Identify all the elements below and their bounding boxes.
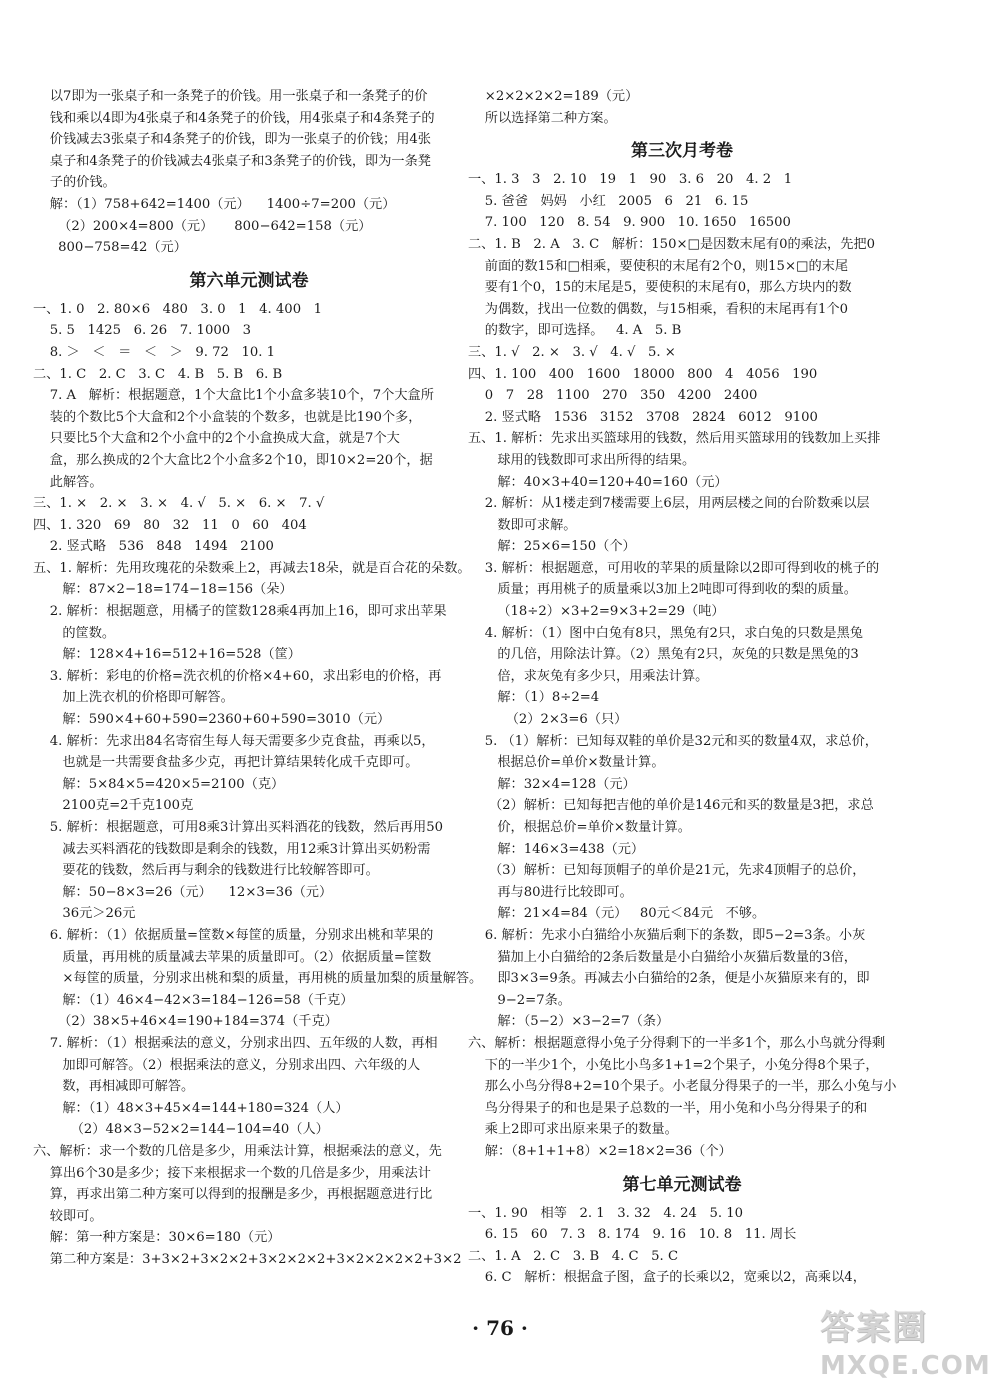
answer-line: 那么小鸟分得8+2=10个果子。小老鼠分得果子的一半，那么小兔与小 — [468, 1079, 897, 1095]
answer-line: 四、1. 320 69 80 32 11 0 60 404 — [33, 517, 307, 533]
answer-line: 只要比5个大盒和2个小盒中的2个小盒换成大盒，就是7个大 — [33, 431, 400, 447]
answer-line: （2）38×5+46×4=190+184=374（千克） — [33, 1014, 338, 1030]
answer-line: 要有1个0，15的末尾是5，要使积的末尾有0，那么方块内的数 — [468, 280, 852, 296]
answer-line: 2. 解析：根据题意，用橘子的筐数128乘4再加上16，即可求出苹果 — [33, 604, 447, 620]
answer-line: 减去买料酒花的钱数即是剩余的钱数，用12乘3计算出买奶粉需 — [33, 841, 431, 857]
answer-line: 解：第一种方案是：30×6=180（元） — [33, 1230, 281, 1246]
answer-line: 要花的钱数，然后再与剩余的钱数进行比较解答即可。 — [33, 863, 379, 879]
answer-line: 7. 解析：（1）根据乘法的意义，分别求出四、五年级的人数，再相 — [33, 1035, 438, 1051]
answer-line: 五、1. 解析：先用玫瑰花的朵数乘上2，再减去18朵，就是百合花的朵数。 — [33, 560, 471, 576]
answer-line: 3. 解析：彩电的价格=洗衣机的价格×4+60，求出彩电的价格，再 — [33, 668, 442, 684]
answer-line: 7. A 解析：根据题意，1个大盒比1个小盒多装10个，7个大盒所 — [33, 388, 434, 404]
answer-line: 9−2=7条。 — [468, 992, 571, 1008]
watermark-bottom-text: MXQE.COM — [820, 1351, 991, 1381]
watermark-logo — [820, 1306, 990, 1394]
answer-line: 装的个数比5个大盒和2个小盒装的个数多，也就是比190个多， — [33, 409, 422, 425]
answer-line: （2）解析：已知每把吉他的单价是146元和买的数量是3把，求总 — [468, 798, 874, 814]
answer-line: 第二种方案是：3+3×2+3×2×2+3×2×2×2+3×2×2×2×2+3×2 — [33, 1251, 462, 1267]
answer-line: 为偶数，找出一位数的偶数，与15相乘，看积的末尾再有1个0 — [468, 301, 849, 317]
answer-line: 前面的数15和□相乘，要使积的末尾有2个0，则15×□的末尾 — [468, 258, 849, 274]
answer-line: 算，再求出第二种方案可以得到的报酬是多少，再根据题意进行比 — [33, 1187, 433, 1203]
answer-line: 钱和乘以4即为4张桌子和4条凳子的价钱，用4张桌子和4条凳子的 — [33, 110, 435, 126]
right-column — [468, 86, 896, 1289]
answer-line: （2）2×3=6（只） — [468, 712, 628, 728]
answer-line: 六、解析：根据题意得小兔子分得剩下的一半多1个，那么小鸟就分得剩 — [468, 1035, 886, 1051]
answer-line: 五、1. 解析：先求出买篮球用的钱数，然后用买篮球用的钱数加上买排 — [468, 431, 881, 447]
answer-line: 解：590×4+60+590=2360+60+590=3010（元） — [33, 712, 391, 728]
watermark-top-text: 答案圈 — [820, 1308, 928, 1348]
answer-line: 解：（1）46×4−42×3=184−126=58（千克） — [33, 992, 354, 1008]
answer-line: 800−758=42（元） — [33, 240, 187, 256]
answer-line: 三、1. √ 2. × 3. √ 4. √ 5. × — [468, 344, 676, 360]
answer-line: 2. 竖式略 536 848 1494 2100 — [33, 539, 274, 555]
answer-line: 即3×3=9条。再减去小白猫给的2条，便是小灰猫原来有的，即 — [468, 971, 870, 987]
answer-line: 较即可。 — [33, 1208, 103, 1224]
answer-line: 数即可求解。 — [468, 517, 577, 533]
answer-line: 数，再相减即可解答。 — [33, 1079, 195, 1095]
answer-line: 所以选择第二种方案。 — [468, 110, 617, 126]
answer-line: 解：（1）48×3+45×4=144+180=324（人） — [33, 1100, 349, 1116]
answer-line: ×2×2×2×2=189（元） — [468, 89, 639, 104]
answer-line: 6. 解析：（1）依据质量=筐数×每筐的质量，分别求出桃和苹果的 — [33, 927, 434, 943]
answer-line: 价，根据总价=单价×数量计算。 — [468, 820, 691, 835]
answer-line: 5. 爸爸 妈妈 小红 2005 6 21 6. 15 — [468, 193, 749, 209]
answer-line: 质量；再用桃子的质量乘以3加上2吨即可得到收的梨的质量。 — [468, 582, 857, 598]
answer-line: （18÷2）×3+2=9×3+2=29（吨） — [468, 604, 725, 620]
answer-line: 2100克=2千克100克 — [33, 798, 194, 814]
answer-line: 二、1. A 2. C 3. B 4. C 5. C — [468, 1248, 679, 1264]
answer-line: 3. 解析：根据题意，可用收的苹果的质量除以2即可得到收的桃子的 — [468, 560, 880, 576]
answer-line: 再与80进行比较即可。 — [468, 884, 633, 900]
section-heading: 第六单元测试卷 — [189, 270, 309, 291]
answer-line: 解：（1）758+642=1400（元） 1400÷7=200（元） — [33, 196, 396, 212]
answer-line: 算出6个30是多少；接下来根据求一个数的几倍是多少，用乘法计 — [33, 1165, 431, 1181]
answer-line: 6. 15 60 7. 3 8. 174 9. 16 10. 8 11. 周长 — [468, 1227, 797, 1243]
answer-line: 解：（5−2）×3−2=7（条） — [468, 1014, 670, 1030]
answer-line: 二、1. C 2. C 3. C 4. B 5. B 6. B — [33, 366, 283, 382]
answer-line: 2. 解析：从1楼走到7楼需要上6层，用两层楼之间的台阶数乘以层 — [468, 496, 870, 512]
answer-line: 的几倍，用除法计算。（2）黑兔有2只，灰兔的只数是黑兔的3 — [468, 647, 859, 663]
answer-line: 4. 解析：先求出84名寄宿生每人每天需要多少克食盐，再乘以5， — [33, 733, 435, 749]
answer-line: 解：87×2−18=174−18=156（朵） — [33, 582, 293, 598]
answer-line: 以7即为一张桌子和一条凳子的价钱。用一张桌子和一条凳子的价 — [33, 89, 428, 104]
answer-line: 0 7 28 1100 270 350 4200 2400 — [468, 388, 758, 404]
answer-line: 36元＞26元 — [33, 906, 136, 922]
answer-line: 四、1. 100 400 1600 18000 800 4 4056 190 — [468, 366, 818, 382]
answer-line: 解：40×3+40=120+40=160（元） — [468, 474, 728, 490]
answer-line: 猫加上小白猫给的2条后数量是小白猫给小灰猫后数量的3倍， — [468, 949, 857, 965]
answer-line: 解：128×4+16=512+16=528（筐） — [33, 647, 301, 663]
answer-line: 盒，那么换成的2个大盒比2个小盒多2个10，即10×2=20个，据 — [33, 452, 433, 468]
answer-line: 加上洗衣机的价格即可解答。 — [33, 690, 234, 706]
answer-line: 倍，求灰兔有多少只，用乘法计算。 — [468, 668, 709, 684]
answer-line: 解：25×6=150（个） — [468, 539, 636, 555]
answer-line: （2）200×4=800（元） 800−642=158（元） — [33, 218, 372, 234]
answer-line: 解：5×84×5=420×5=2100（克） — [33, 776, 285, 792]
answer-line: 5. （1）解析：已知每双鞋的单价是32元和买的数量4双，求总价， — [468, 733, 878, 749]
answer-line: 解：（1）8÷2=4 — [468, 690, 600, 706]
answer-line: 解：21×4=84（元） 80元＜84元 不够。 — [468, 906, 766, 922]
answer-line: 根据总价=单价×数量计算。 — [468, 755, 665, 771]
answer-line: ×每筐的质量，分别求出桃和梨的质量，再用桃的质量加梨的质量解答。 — [33, 971, 483, 987]
answer-line: 三、1. × 2. × 3. × 4. √ 5. × 6. × 7. √ — [33, 496, 325, 512]
answer-line: 2. 竖式略 1536 3152 3708 2824 6012 9100 — [468, 409, 818, 425]
answer-line: 6. 解析：先求小白猫给小灰猫后剩下的条数，即5−2=3条。小灰 — [468, 927, 866, 943]
answer-line: 质量，再用桃的质量减去苹果的质量即可。（2）依据质量=筐数 — [33, 949, 432, 965]
answer-line: 解：50−8×3=26（元） 12×3=36（元） — [33, 884, 333, 900]
section-heading: 第三次月考卷 — [631, 141, 733, 162]
answer-line: 一、1. 0 2. 80×6 480 3. 0 1 4. 400 1 — [33, 301, 323, 317]
answer-line: 6. C 解析：根据盒子图，盒子的长乘以2，宽乘以2，高乘以4， — [468, 1270, 866, 1286]
answer-line: 此解答。 — [33, 474, 103, 490]
answer-line: 也就是一共需要食盐多少克，再把计算结果转化成千克即可。 — [33, 755, 419, 771]
answer-line: 桌子和4条凳子的价钱减去4张桌子和3条凳子的价钱，即为一条凳 — [33, 153, 431, 169]
answer-line: 解：（8+1+1+8）×2=18×2=36（个） — [468, 1143, 732, 1159]
answer-line: 乘上2即可求出原来果子的数量。 — [468, 1122, 678, 1138]
section-heading: 第七单元测试卷 — [622, 1174, 742, 1195]
answer-line: 5. 解析：根据题意，可用8乘3计算出买料酒花的钱数，然后再用50 — [33, 820, 443, 835]
answer-line: 六、解析：求一个数的几倍是多少，用乘法计算，根据乘法的意义，先 — [33, 1143, 442, 1159]
answer-line: 解：146×3=438（元） — [468, 841, 645, 857]
answer-line: 二、1. B 2. A 3. C 解析：150×□是因数末尾有0的乘法，先把0 — [468, 236, 876, 252]
answer-line: 一、1. 90 相等 2. 1 3. 32 4. 24 5. 10 — [468, 1205, 744, 1221]
left-column — [33, 86, 483, 1270]
answer-line: 加即可解答。（2）根据乘法的意义，分别求出四、六年级的人 — [33, 1057, 421, 1073]
answer-line: 鸟分得果子的和也是果子总数的一半，用小兔和小鸟分得果子的和 — [468, 1100, 868, 1116]
answer-line: 球用的钱数即可求出所得的结果。 — [468, 452, 696, 468]
answer-line: 4. 解析：（1）图中白兔有8只，黑兔有2只，求白兔的只数是黑兔 — [468, 625, 863, 641]
answer-line: （2）48×3−52×2=144−104=40（人） — [33, 1122, 329, 1138]
answer-line: 解：32×4=128（元） — [468, 776, 636, 792]
answer-line: 子的价钱。 — [33, 175, 116, 191]
answer-line: 7. 100 120 8. 54 9. 900 10. 1650 16500 — [468, 215, 791, 231]
answer-line: 的数字，即可选择。 4. A 5. B — [468, 323, 682, 339]
answer-line: （3）解析：已知每顶帽子的单价是21元，先求4顶帽子的总价， — [468, 863, 866, 879]
answer-line: 一、1. 3 3 2. 10 19 1 90 3. 6 20 4. 2 1 — [468, 172, 793, 188]
answer-line: 8. ＞ ＜ ＝ ＜ ＞ 9. 72 10. 1 — [33, 344, 276, 360]
answer-line: 5. 5 1425 6. 26 7. 1000 3 — [33, 323, 252, 339]
answer-line: 的筐数。 — [33, 625, 116, 641]
page-number: · 76 · — [472, 1316, 528, 1340]
answer-line: 下的一半少1个，小兔比小鸟多1+1=2个果子，小兔分得8个果子， — [468, 1057, 879, 1073]
answer-line: 价钱减去3张桌子和4条凳子的价钱，即为一张桌子的价钱；用4张 — [33, 132, 431, 148]
